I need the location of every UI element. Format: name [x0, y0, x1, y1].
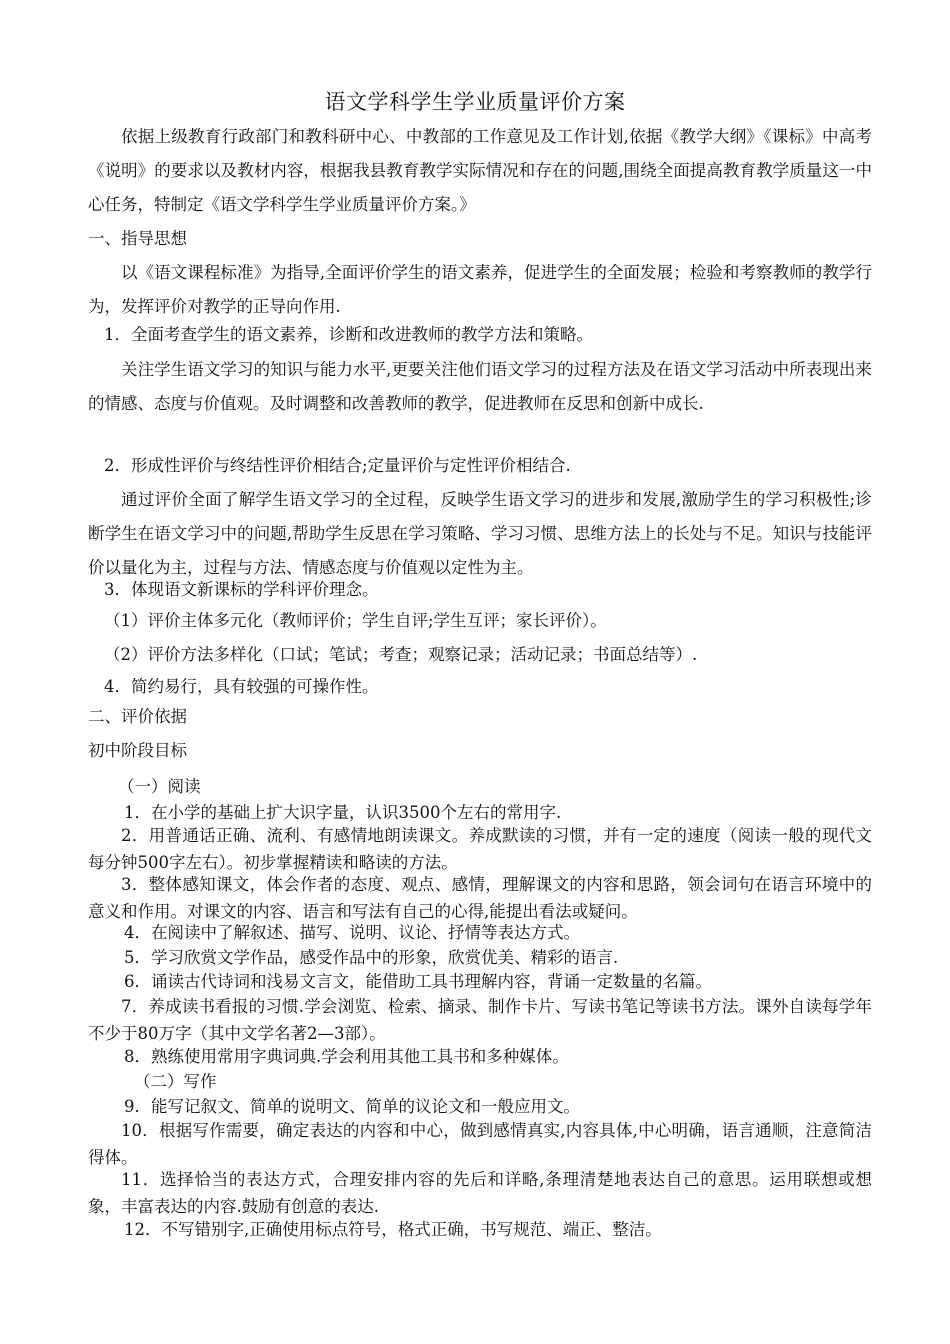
document-title: 语文学科学生学业质量评价方案	[324, 90, 626, 114]
reading-item-3: 3．整体感知课文，体会作者的态度、观点、感情，理解课文的内容和思路，领会词句在语言环境中的意义和作用。对课文的内容、语言和写法有自己的心得,能提出看法或疑问。	[88, 875, 872, 921]
reading-item-5: 5．学习欣赏文学作品，感受作品中的形象，欣赏优美、精彩的语言.	[124, 948, 619, 967]
point-2: 2．形成性评价与终结性评价相结合;定量评价与定性评价相结合.	[104, 456, 571, 475]
reading-item-6: 6．诵读古代诗词和浅易文言文，能借助工具书理解内容，背诵一定数量的名篇。	[124, 972, 712, 991]
section-heading-guiding-thought: 一、指导思想	[88, 229, 187, 248]
point-3-item-b: （2）评价方法多样化（口试；笔试；考查；观察记录；活动记录；书面总结等）.	[104, 645, 698, 664]
stage-heading: 初中阶段目标	[88, 741, 187, 760]
intro-paragraph: 依据上级教育行政部门和教科研中心、中教部的工作意见及工作计划,依据《教学大纲》《课标》中高考《说明》的要求以及教材内容，根据我县教育教学实际情况和存在的问题,围绕全面提高教育教学质量这一中心任务，特制定《语文学科学生学业质量评价方案。》	[88, 127, 872, 214]
point-1-paragraph: 关注学生语文学习的知识与能力水平,更要关注他们语文学习的过程方法及在语文学习活动中所表现出来的情感、态度与价值观。及时调整和改善教师的教学，促进教师在反思和创新中成长.	[88, 360, 872, 413]
reading-item-1: 1．在小学的基础上扩大识字量，认识3500个左右的常用字.	[124, 803, 562, 822]
writing-item-11: 11．选择恰当的表达方式，合理安排内容的先后和详略,条理清楚地表达自己的意思。运用联想或想象，丰富表达的内容.鼓励有创意的表达.	[88, 1170, 872, 1216]
writing-item-9: 9．能写记叙文、简单的说明文、简单的议论文和一般应用文。	[124, 1097, 580, 1116]
reading-item-7: 7．养成读书看报的习惯.学会浏览、检索、摘录、制作卡片、写读书笔记等读书方法。课外自读每学年不少于80万字（其中文学名著2—3部）。	[88, 997, 872, 1043]
point-4: 4．简约易行，具有较强的可操作性。	[104, 677, 379, 696]
point-3-item-a: （1）评价主体多元化（教师评价；学生自评;学生互评；家长评价）。	[104, 611, 607, 630]
reading-heading: （一）阅读	[118, 777, 201, 796]
point-2-paragraph: 通过评价全面了解学生语文学习的全过程，反映学生语文学习的进步和发展,激励学生的学习积极性;诊断学生在语文学习中的问题,帮助学生反思在学习策略、学习习惯、思维方法上的长处与不足。知识与技能评价以量化为主，过程与方法、情感态度与价值观以定性为主。	[88, 490, 872, 577]
point-3: 3．体现语文新课标的学科评价理念。	[104, 580, 379, 599]
writing-heading: （二）写作	[134, 1072, 217, 1091]
reading-item-2: 2．用普通话正确、流利、有感情地朗读课文。养成默读的习惯，并有一定的速度（阅读一般的现代文每分钟500字左右）。初步掌握精读和略读的方法。	[88, 826, 872, 872]
writing-item-12: 12．不写错别字,正确使用标点符号，格式正确，书写规范、端正、整洁。	[124, 1220, 662, 1239]
reading-item-8: 8．熟练使用常用字典词典.学会利用其他工具书和多种媒体。	[124, 1047, 569, 1066]
guiding-thought-paragraph: 以《语文课程标准》为指导,全面评价学生的语文素养，促进学生的全面发展；检验和考察教师的教学行为，发挥评价对教学的正导向作用.	[88, 263, 872, 316]
writing-item-10: 10．根据写作需要，确定表达的内容和中心，做到感情真实,内容具体,中心明确，语言通顺，注意简洁得体。	[88, 1121, 872, 1167]
point-1: 1．全面考查学生的语文素养，诊断和改进教师的教学方法和策略。	[104, 325, 593, 344]
reading-item-4: 4．在阅读中了解叙述、描写、说明、议论、抒情等表达方式。	[124, 923, 580, 942]
section-heading-evaluation-basis: 二、评价依据	[88, 707, 187, 726]
